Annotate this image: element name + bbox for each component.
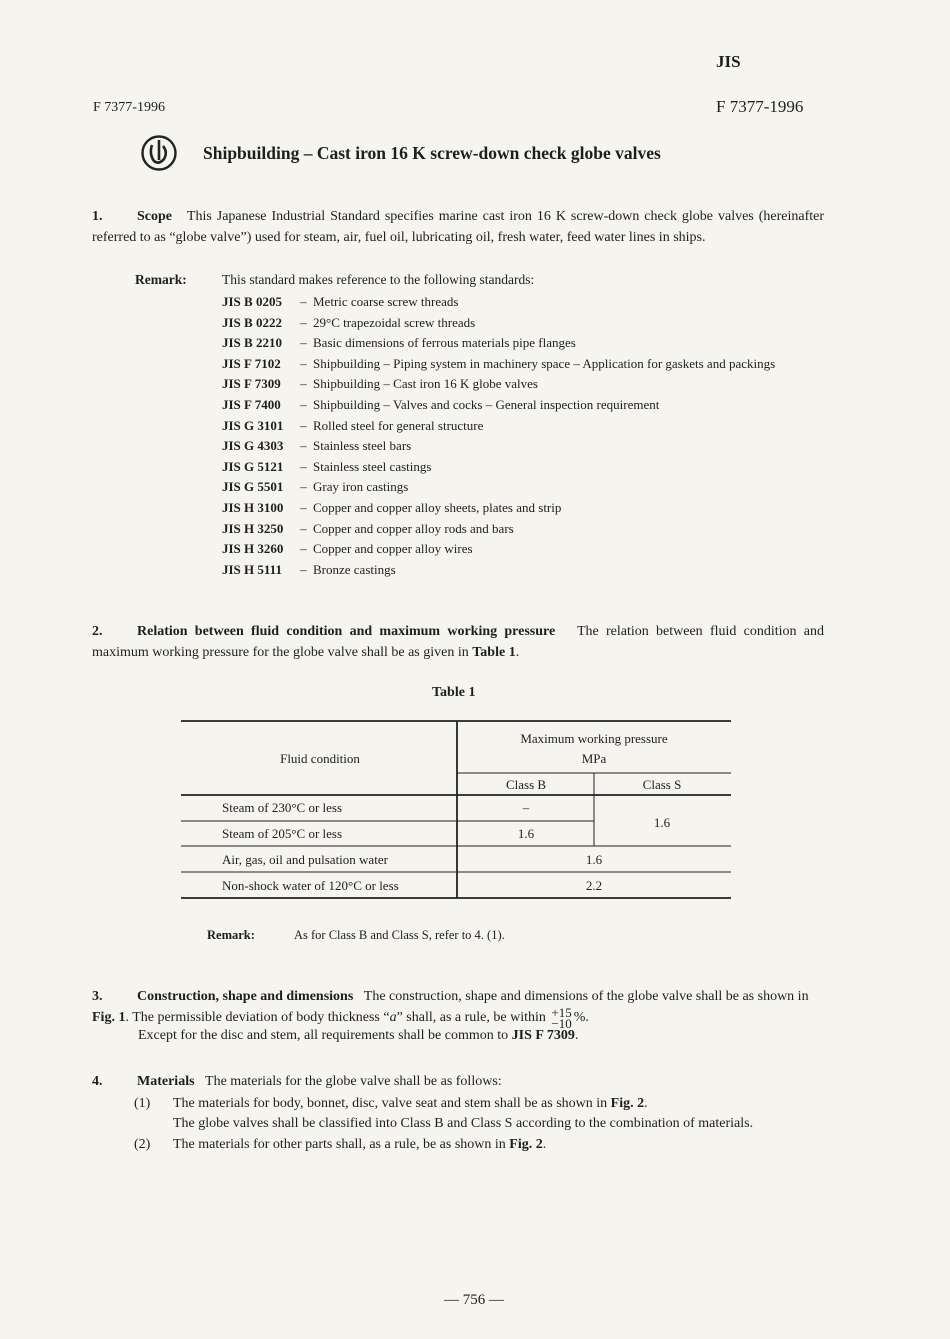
reference-title: Metric coarse screw threads [313, 294, 459, 309]
table-row3-fluid: Air, gas, oil and pulsation water [222, 852, 388, 867]
reference-dash: – [300, 314, 307, 330]
reference-title: Copper and copper alloy wires [313, 541, 473, 557]
table-row1-class-b: – [522, 800, 530, 815]
item-2-text: The materials for other parts shall, as a rule, be as shown in [173, 1137, 506, 1152]
section-3-line2-text: Except for the disc and stem, all requirements shall be common to [138, 1028, 509, 1043]
table-row2-class-b: 1.6 [517, 826, 535, 841]
jis-mark-logo [137, 134, 181, 172]
reference-item [222, 395, 824, 416]
item-1-end: . [644, 1096, 648, 1111]
doc-number-right: F 7377-1996 [716, 97, 804, 116]
section-3-var-a: a [389, 1010, 397, 1026]
reference-dash: – [300, 396, 307, 412]
tolerance-fraction [551, 1007, 571, 1029]
reference-dash: – [300, 561, 307, 577]
reference-code: JIS B 2210 [222, 335, 282, 351]
section-3-construction [92, 986, 824, 1029]
reference-dash: – [300, 541, 307, 557]
reference-item [222, 477, 824, 498]
tolerance-minus: −10 [551, 1016, 572, 1031]
table-class-s-merged: 1.6 [653, 815, 671, 830]
reference-title: Gray iron castings [313, 479, 409, 495]
section-3-number: 3. [92, 989, 103, 1004]
jis-label: JIS [716, 52, 741, 71]
section-1-text: This Japanese Industrial Standard specifies marine cast iron 16 K screw-down check globe valves (hereinafter referred to as “globe valve”) used for steam, air, fuel oil, lubricating oil, fresh water, feed water lines in ships. [92, 209, 824, 245]
section-3-line2-ref: JIS F 7309 [511, 1028, 575, 1043]
remark-label: Remark: [135, 272, 187, 287]
section-1-scope [92, 206, 824, 248]
reference-code: JIS H 3100 [222, 499, 284, 515]
reference-title: Stainless steel castings [313, 458, 432, 474]
reference-code: JIS G 5501 [222, 479, 284, 495]
table-header-class-s: Class S [642, 777, 682, 792]
section-3-heading: Construction, shape and dimensions [137, 989, 354, 1004]
section-3-text-a: The construction, shape and dimensions of the globe valve shall be as shown in [363, 989, 809, 1004]
table-header-max-pressure: Maximum working pressure [520, 731, 668, 746]
section-4-materials [92, 1071, 824, 1092]
reference-item [222, 354, 824, 375]
section-2-text-end: . [515, 645, 520, 660]
table-header-unit: MPa [581, 751, 607, 766]
reference-dash: – [300, 479, 307, 495]
reference-item [222, 519, 824, 540]
item-1-fig-ref: Fig. 2 [610, 1096, 645, 1111]
section-4-item-2 [134, 1135, 546, 1155]
reference-dash: – [300, 355, 307, 371]
page-number: — 756 — [444, 1292, 504, 1308]
reference-title: Shipbuilding – Cast iron 16 K globe valves [313, 376, 538, 392]
tolerance-unit: %. [573, 1010, 589, 1026]
reference-title: Basic dimensions of ferrous materials pipe flanges [313, 335, 576, 351]
reference-code: JIS G 4303 [222, 438, 284, 454]
document-title: Shipbuilding – Cast iron 16 K screw-down check globe valves [203, 143, 661, 163]
reference-code: JIS H 3250 [222, 520, 284, 536]
reference-title: Shipbuilding – Piping system in machinery space – Application for gaskets and packings [313, 355, 776, 371]
reference-code: JIS F 7309 [222, 376, 281, 392]
reference-dash: – [300, 499, 307, 515]
section-4-text: The materials for the globe valve shall be as follows: [205, 1074, 502, 1089]
reference-code: JIS F 7102 [222, 355, 281, 371]
reference-code: JIS G 5121 [222, 458, 284, 474]
section-2-heading: Relation between fluid condition and maximum working pressure [137, 624, 556, 639]
table-row3-value: 1.6 [585, 852, 603, 867]
table-row1-fluid: Steam of 230°C or less [222, 800, 343, 815]
section-3-line2 [138, 1028, 578, 1044]
table-header-class-b: Class B [505, 777, 547, 792]
reference-title: Shipbuilding – Valves and cocks – General inspection requirement [313, 396, 660, 412]
table-row2-fluid: Steam of 205°C or less [222, 826, 343, 841]
reference-list [222, 292, 824, 580]
reference-code: JIS G 3101 [222, 417, 284, 433]
section-1-number: 1. [92, 209, 103, 224]
reference-title: 29°C trapezoidal screw threads [313, 314, 476, 330]
reference-item [222, 457, 824, 478]
reference-dash: – [300, 458, 307, 474]
section-3-fig-ref: Fig. 1 [92, 1010, 126, 1026]
reference-dash: – [300, 520, 307, 536]
item-2-end: . [542, 1137, 547, 1152]
section-2-text: The relation between fluid condition and maximum working pressure for the globe valve shall be as given in [92, 624, 824, 660]
reference-item [222, 539, 824, 560]
item-1-number: (1) [134, 1096, 151, 1111]
item-1-line2: The globe valves shall be classified into Class B and Class S according to the combination of materials. [173, 1116, 754, 1131]
reference-item [222, 374, 824, 395]
reference-dash: – [300, 335, 307, 351]
reference-code: JIS H 3260 [222, 541, 284, 557]
tolerance-plus: +15 [551, 1005, 572, 1020]
reference-dash: – [300, 294, 307, 309]
reference-dash: – [300, 417, 307, 433]
section-3-line2-end: . [574, 1028, 579, 1043]
reference-item [222, 498, 824, 519]
remark-intro: This standard makes reference to the following standards: [222, 272, 535, 287]
reference-code: JIS B 0222 [222, 314, 282, 330]
reference-item [222, 292, 824, 313]
item-1-text: The materials for body, bonnet, disc, valve seat and stem shall be as shown in [173, 1096, 608, 1111]
section-4-heading: Materials [137, 1074, 195, 1089]
section-4-number: 4. [92, 1074, 103, 1089]
reference-item [222, 436, 824, 457]
reference-dash: – [300, 376, 307, 392]
reference-item [222, 313, 824, 334]
section-2-table-ref: Table 1 [472, 645, 516, 660]
reference-item [222, 560, 824, 581]
table-header-fluid: Fluid condition [280, 751, 360, 766]
section-1-heading: Scope [137, 209, 172, 224]
section-2-number: 2. [92, 624, 103, 639]
table-remark-text: As for Class B and Class S, refer to 4. (1). [294, 928, 505, 942]
reference-code: JIS F 7400 [222, 396, 281, 412]
table-row4-value: 2.2 [585, 878, 603, 893]
reference-title: Copper and copper alloy rods and bars [313, 520, 514, 536]
reference-title: Copper and copper alloy sheets, plates and strip [313, 499, 562, 515]
reference-item [222, 333, 824, 354]
table-remark-label: Remark: [207, 928, 255, 942]
reference-title: Rolled steel for general structure [313, 417, 484, 433]
section-4-item-1 [134, 1094, 648, 1114]
table-row4-fluid: Non-shock water of 120°C or less [222, 878, 399, 893]
reference-dash: – [300, 438, 307, 454]
table-caption: Table 1 [432, 685, 476, 700]
reference-code: JIS H 5111 [222, 561, 282, 577]
reference-title: Bronze castings [313, 561, 396, 577]
reference-item [222, 416, 824, 437]
item-2-number: (2) [134, 1137, 151, 1152]
section-2-relation [92, 621, 824, 663]
item-2-fig-ref: Fig. 2 [509, 1137, 543, 1152]
reference-code: JIS B 0205 [222, 294, 282, 309]
reference-title: Stainless steel bars [313, 438, 412, 454]
section-3-text-c: ” shall, as a rule, be within [396, 1010, 546, 1026]
section-3-text-b: . The permissible deviation of body thickness “ [125, 1010, 390, 1026]
doc-number-left: F 7377-1996 [93, 100, 165, 115]
